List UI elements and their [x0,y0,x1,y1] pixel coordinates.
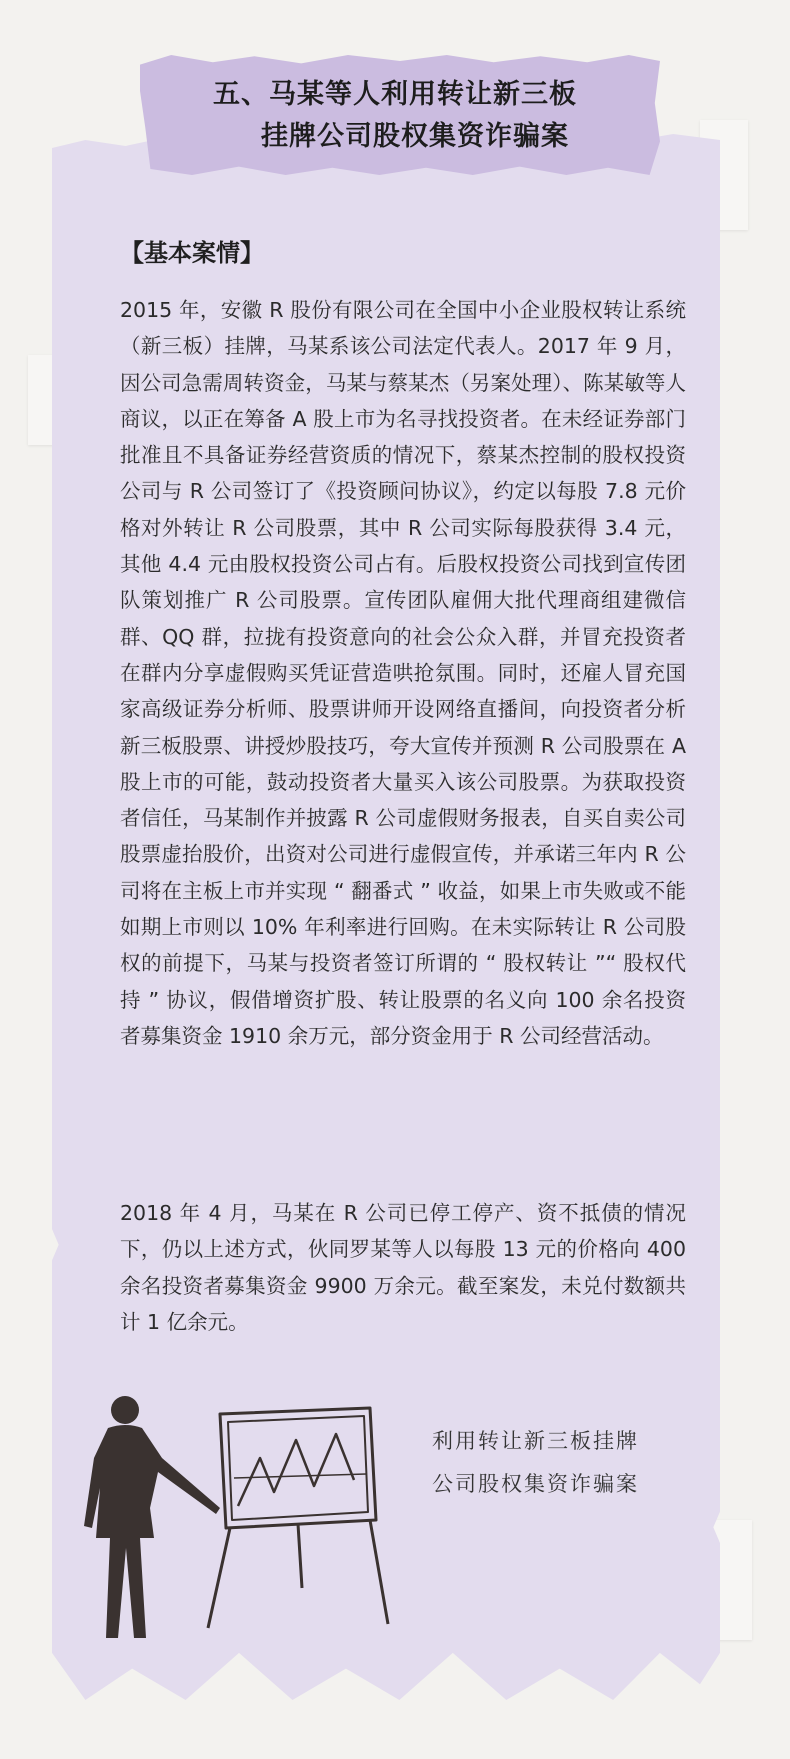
page-title-line2: 挂牌公司股权集资诈骗案 [261,121,569,152]
case-paragraph-1: 2015 年，安徽 R 股份有限公司在全国中小企业股权转让系统（新三板）挂牌，马某系该公司法定代表人。2017 年 9 月，因公司急需周转资金，马某与蔡某杰（另案处理）、陈某敏等人商议，以正在筹备 A 股上市为名寻找投资者。在未经证券部门批准且不具备证券经营资质的情况下，蔡某杰控制的股权投资公司与 R 公司签订了《投资顾问协议》，约定以每股 7.8 元价格对外转让 R 公司股票，其中 R 公司实际每股获得 3.4 元，其他 4.4 元由股权投资公司占有。后股权投资公司找到宣传团队策划推广 R 公司股票。宣传团队雇佣大批代理商组建微信群、QQ 群，拉拢有投资意向的社会公众入群，并冒充投资者在群内分享虚假购买凭证营造哄抢氛围。同时，还雇人冒充国家高级证券分析师、股票讲师开设网络直播间，向投资者分析新三板股票、讲授炒股技巧，夸大宣传并预测 R 公司股票在 A 股上市的可能，鼓动投资者大量买入该公司股票。为获取投资者信任，马某制作并披露 R 公司虚假财务报表，自买自卖公司股票虚抬股价，出资对公司进行虚假宣传，并承诺三年内 R 公司将在主板上市并实现 “ 翻番式 ” 收益，如果上市失败或不能如期上市则以 10% 年利率进行回购。在未实际转让 R 公司股权的前提下，马某与投资者签订所谓的 “ 股权转让 ”“ 股权代持 ” 协议，假借增资扩股、转让股票的名义向 100 余名投资者募集资金 1910 余万元，部分资金用于 R 公司经营活动。 [120,298,686,1048]
section-heading: 【基本案情】 [120,239,264,267]
illustration-caption-line1: 利用转让新三板挂牌 [432,1429,639,1453]
presenter-at-chart-icon [70,1388,410,1648]
case-paragraph-2: 2018 年 4 月，马某在 R 公司已停工停产、资不抵债的情况下，仍以上述方式，伙同罗某等人以每股 13 元的价格向 400 余名投资者募集资金 9900 万余元。截至案发，未兑付数额共计 1 亿余元。 [120,1201,686,1334]
illustration-caption-line2: 公司股权集资诈骗案 [432,1472,639,1496]
page-title-line1: 五、马某等人利用转让新三板 [213,79,577,110]
